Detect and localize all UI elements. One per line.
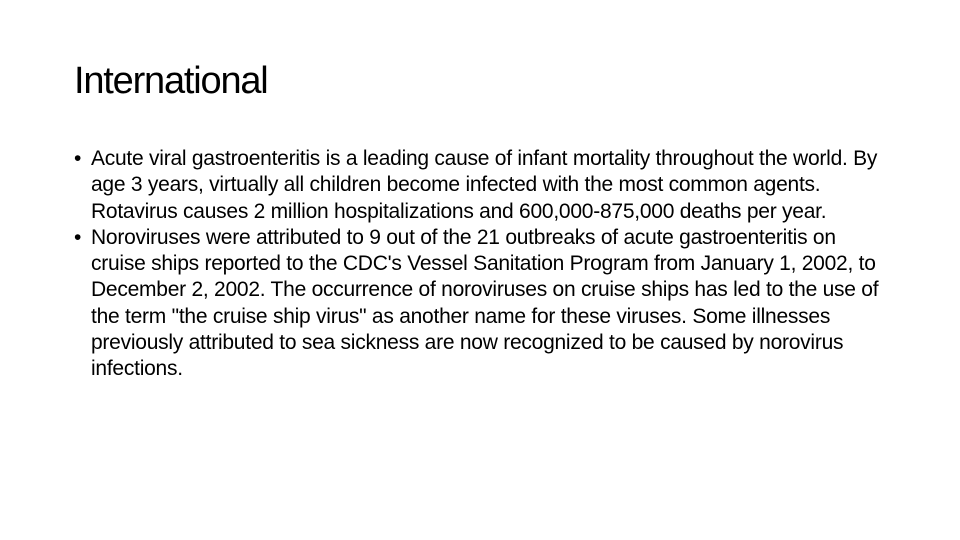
bullet-icon: • — [74, 225, 82, 249]
bullet-list — [74, 146, 894, 383]
bullet-item-2 — [74, 225, 894, 383]
bullet-text-2: Noroviruses were attributed to 9 out of the 21 outbreaks of acute gastroenteritis on cruise ships reported to the CDC's Vessel Sanitation Program from January 1, 2002, to December 2, 2002. The occurrence of noroviruses on cruise ships has led to the use of the term "the cruise ship virus" as another name for these viruses. Some illnesses previously attributed to sea sickness are now recognized to be caused by norovirus infections. — [91, 225, 879, 381]
slide-title: International — [74, 60, 268, 102]
bullet-text-1: Acute viral gastroenteritis is a leading cause of infant mortality throughout the world. By age 3 years, virtually all children become infected with the most common agents. Rotavirus causes 2 million hospitalizations and 600,000-875,000 deaths per year. — [91, 147, 878, 223]
bullet-item-1 — [74, 146, 894, 225]
bullet-icon: • — [74, 147, 82, 170]
